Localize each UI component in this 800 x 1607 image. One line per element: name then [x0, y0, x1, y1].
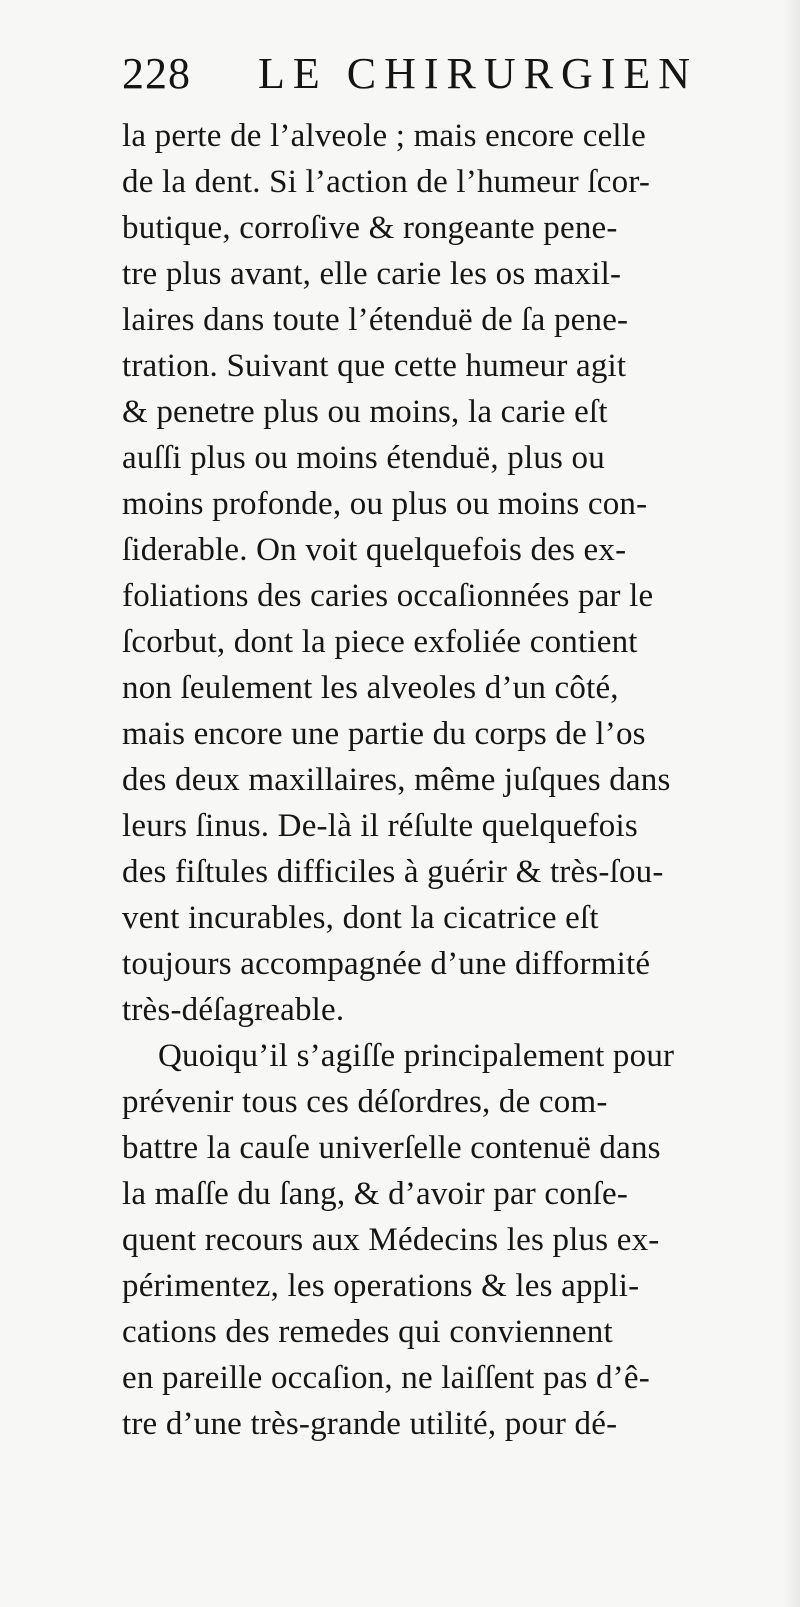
text-line: cations des remedes qui conviennent: [122, 1314, 613, 1350]
page-header: [122, 48, 742, 108]
text-line: leurs ſinus. De-là il réſulte quelquefois: [122, 808, 638, 844]
text-line: la perte de l’alveole ; mais encore celle: [122, 118, 647, 154]
text-line: la maſſe du ſang, & d’avoir par conſe-: [122, 1176, 629, 1212]
text-line: très-déſagreable.: [122, 992, 345, 1028]
page-edge-shadow: [782, 0, 800, 1607]
text-line: en pareille occaſion, ne laiſſent pas d’ê-: [122, 1360, 650, 1396]
text-line: tre plus avant, elle carie les os maxil-: [122, 256, 622, 292]
text-line: des deux maxillaires, même juſques dans: [122, 762, 671, 798]
text-line: prévenir tous ces déſordres, de com-: [122, 1084, 608, 1120]
text-line: ſcorbut, dont la piece exfoliée contient: [122, 624, 638, 660]
running-title: LE CHIRURGIEN: [258, 49, 699, 98]
text-line: butique, corroſive & rongeante pene-: [122, 210, 618, 246]
text-line: auſſi plus ou moins étenduë, plus ou: [122, 440, 605, 476]
text-line: tration. Suivant que cette humeur agit: [122, 348, 627, 384]
text-line: mais encore une partie du corps de l’os: [122, 716, 646, 752]
text-line: moins profonde, ou plus ou moins con-: [122, 486, 648, 522]
page-text: [122, 113, 752, 1447]
page-number: 228: [122, 49, 191, 98]
text-line: de la dent. Si l’action de l’humeur ſcor-: [122, 164, 651, 200]
text-line: & penetre plus ou moins, la carie eſt: [122, 394, 608, 430]
text-line: des fiſtules difficiles à guérir & très-ſou-: [122, 854, 664, 890]
text-line: foliations des caries occaſionnées par le: [122, 578, 654, 614]
text-line: tre d’une très-grande utilité, pour dé-: [122, 1406, 618, 1442]
text-line: vent incurables, dont la cicatrice eſt: [122, 900, 599, 936]
text-line: quent recours aux Médecins les plus ex-: [122, 1222, 660, 1258]
text-line: battre la cauſe univerſelle contenuë dans: [122, 1130, 661, 1166]
text-line: non ſeulement les alveoles d’un côté,: [122, 670, 619, 706]
text-line: ſiderable. On voit quelquefois des ex-: [122, 532, 627, 568]
paragraph-first-line: Quoiqu’il s’agiſſe principalement pour: [158, 1038, 675, 1074]
text-line: périmentez, les operations & les appli-: [122, 1268, 640, 1304]
text-line: laires dans toute l’étenduë de ſa pene-: [122, 302, 629, 338]
text-line: toujours accompagnée d’une difformité: [122, 946, 651, 982]
